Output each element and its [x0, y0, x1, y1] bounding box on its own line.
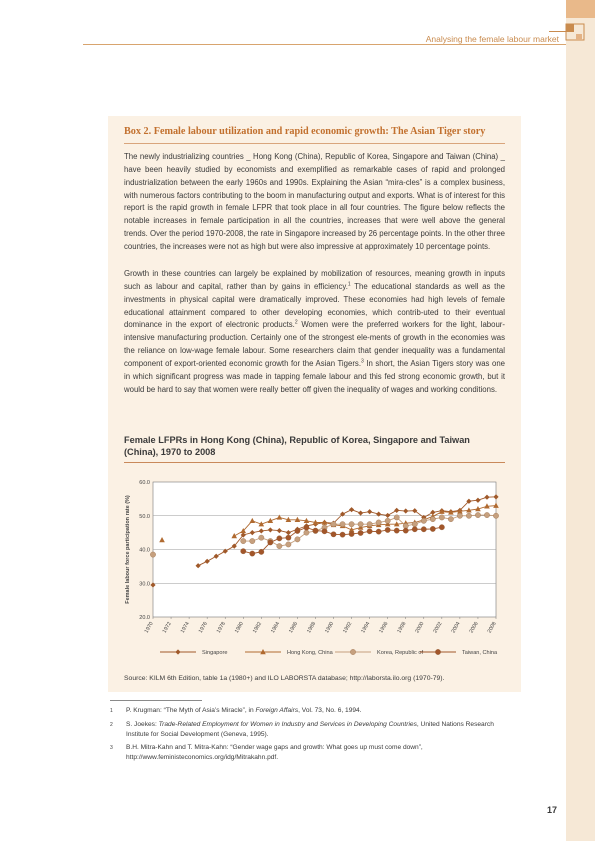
- data-point: [376, 529, 381, 534]
- legend-marker: [350, 649, 355, 654]
- x-tick-label: 1992: [342, 621, 354, 635]
- x-tick-label: 1978: [215, 621, 227, 635]
- y-tick-label: 30.0: [139, 581, 150, 588]
- data-point: [385, 527, 390, 532]
- data-point: [475, 512, 480, 517]
- data-point: [340, 532, 345, 537]
- para2-text-b: The educational standards as well as the investments in physical capital were dramatically improved. These economies had high levels of female educational attainment compared to other developing economies, which contrib-uted to their eventual dominance in the export of electronic products.: [124, 281, 506, 330]
- data-point: [259, 535, 264, 540]
- box-title-rule: [124, 143, 505, 144]
- footnote-ref-1: 1: [347, 281, 351, 288]
- legend-label: Taiwan, China: [462, 650, 498, 656]
- header-rule: [83, 44, 566, 45]
- data-point: [439, 515, 444, 520]
- para2-text-a: Growth in these countries can largely be explained by mobilization of resources, meaning growth in inputs such as labour and capital, rather than by gains in efficiency.: [124, 269, 505, 291]
- data-point: [331, 521, 336, 526]
- x-tick-label: 2006: [468, 621, 480, 635]
- x-tick-label: 1996: [378, 621, 390, 635]
- data-point: [484, 512, 489, 517]
- legend-marker: [435, 649, 440, 654]
- data-point: [241, 538, 246, 543]
- x-tick-label: 2000: [414, 621, 426, 635]
- footnote-text: S. Joekes:: [126, 721, 159, 728]
- data-point: [430, 526, 435, 531]
- data-point: [241, 548, 246, 553]
- running-head: Analysing the female labour market: [425, 34, 559, 44]
- data-point: [358, 521, 363, 526]
- x-tick-label: 1982: [251, 621, 264, 635]
- footnote-text: , Vol. 73, No. 6, 1994.: [298, 707, 362, 714]
- footnote-ref-2: 2: [294, 319, 298, 326]
- data-point: [358, 530, 363, 535]
- footnote-ref-3: 3: [361, 358, 364, 365]
- footnote-italic: Foreign Affairs: [255, 707, 299, 714]
- data-point: [331, 532, 336, 537]
- legend-label: Hong Kong, China: [287, 650, 333, 656]
- data-point: [367, 521, 372, 526]
- footnote-2: [110, 720, 510, 740]
- data-point: [277, 543, 282, 548]
- footnote-italic: Trade-Related Employment for Women in Industry and Services in Developing Countries: [158, 721, 417, 728]
- data-point: [286, 542, 291, 547]
- data-point: [340, 521, 345, 526]
- x-tick-label: 1976: [197, 621, 209, 635]
- y-axis-label: Female labour force participation rate (%): [125, 495, 131, 604]
- page-number: 17: [547, 805, 558, 815]
- para2-text-c: Women were the preferred workers for the light, labour-intensive manufacturing production. Certainly one of the strongest ele-ments of growth in the economies was the reliance on low-wage female labour. Some researchers claim that gender inequality was a fundamental component of export-oriented economic growth for the Asian Tigers.: [124, 320, 505, 368]
- x-tick-label: 1980: [233, 621, 245, 635]
- data-point: [304, 525, 309, 530]
- footnote-text: P. Krugman: “The Myth of Asia’s Miracle”, in: [126, 707, 256, 714]
- data-point: [394, 515, 399, 520]
- footnote-text: B.H. Mitra-Kahn and T. Mitra-Kahn: “Gender wage gaps and growth: What goes up must come down”, http://www.feministeconomics.org/idg/Mitrakahn.pdf.: [126, 744, 423, 761]
- box-title: Box 2. Female labour utilization and rapid economic growth: The Asian Tiger story: [124, 126, 486, 137]
- footnote-text: , United Nations Research Institute for Social Development (Geneva, 1995).: [126, 721, 494, 738]
- data-point: [376, 520, 381, 525]
- y-tick-label: 40.0: [139, 547, 150, 554]
- legend-label: Singapore: [202, 650, 228, 656]
- data-point: [421, 527, 426, 532]
- x-tick-label: 1988: [306, 621, 318, 635]
- x-tick-label: 1990: [324, 621, 336, 635]
- data-point: [421, 518, 426, 523]
- data-point: [250, 538, 255, 543]
- x-tick-label: 1994: [360, 621, 372, 635]
- data-point: [295, 528, 300, 533]
- data-point: [457, 513, 462, 518]
- y-tick-label: 20.0: [139, 615, 150, 621]
- figure-title-rule: [124, 462, 505, 463]
- side-band-tab: [566, 0, 595, 18]
- side-color-band: [566, 0, 595, 841]
- footnote-1: [110, 706, 510, 716]
- data-point: [268, 540, 273, 545]
- x-tick-label: 1974: [179, 621, 191, 635]
- footnote-3: [110, 743, 510, 763]
- x-tick-label: 2008: [486, 621, 498, 635]
- data-point: [322, 529, 327, 534]
- data-point: [349, 521, 354, 526]
- footnote-number: 1: [110, 708, 113, 714]
- x-tick-label: 2002: [432, 621, 444, 635]
- legend-marker: [175, 649, 180, 654]
- data-point: [448, 516, 453, 521]
- data-point: [150, 552, 155, 557]
- data-point: [412, 521, 417, 526]
- data-point: [394, 528, 399, 533]
- x-tick-label: 1986: [288, 621, 300, 635]
- x-tick-label: 1972: [161, 621, 173, 635]
- data-point: [439, 525, 444, 530]
- para2-text-d: In short, the Asian Tigers story was one in which significant progress was made in tapping female labour and this fed strong economic growth, but it would be hard to say that women were really better off given the inequality of wages and working conditions.: [124, 358, 505, 394]
- data-point: [277, 536, 282, 541]
- data-point: [259, 549, 264, 554]
- y-tick-label: 60.0: [139, 480, 150, 486]
- box-paragraph-1: The newly industrializing countries _ Hong Kong (China), Republic of Korea, Singapore and Taiwan (China) _ have been heavily studied by economists and exemplified as remarkable cases of rapid and prolonged industrialization between the early 1960s and 1990s. Explaining the Asian “mira-cles” is a complex business, with numerous factors contributing to the boom in manufacturing output and exports. What is of interest for this report is the rapid growth in female LFPR that took place in all four countries. The figure below reflects the notable increases in female participation in all the countries, increases that were well above the general trends. Over the period 1970-2008, the rate in Singapore increased by 26 percentage points. In the other three countries, the increases were not as high but were also impressive at approximately 10 percentage points.: [124, 152, 505, 251]
- data-point: [385, 518, 390, 523]
- x-tick-label: 2004: [450, 621, 462, 635]
- data-point: [430, 516, 435, 521]
- data-point: [250, 551, 255, 556]
- box-paragraph-2: [124, 268, 505, 396]
- data-point: [403, 528, 408, 533]
- x-tick-label: 1970: [143, 621, 155, 635]
- x-tick-label: 1984: [270, 621, 282, 635]
- footnote-number: 3: [110, 745, 113, 751]
- data-point: [313, 528, 318, 533]
- data-point: [286, 535, 291, 540]
- figure-source: Source: KILM 6th Edition, table 1a (1980+) and ILO LABORSTA database; http://laborsta.ilo.org (1970-79).: [124, 675, 445, 682]
- data-point: [412, 527, 417, 532]
- figure-title: Female LFPRs in Hong Kong (China), Republic of Korea, Singapore and Taiwan (China), 1970 to 2008: [124, 435, 470, 457]
- data-point: [295, 537, 300, 542]
- legend-label: Korea, Republic of: [377, 650, 424, 656]
- data-point: [466, 513, 471, 518]
- data-point: [349, 531, 354, 536]
- lfpr-line-chart: [120, 470, 510, 670]
- data-point: [304, 530, 309, 535]
- footnote-rule: [110, 700, 202, 701]
- data-point: [493, 513, 498, 518]
- data-point: [367, 529, 372, 534]
- y-tick-label: 50.0: [139, 513, 150, 520]
- footnote-number: 2: [110, 722, 113, 728]
- x-tick-label: 1998: [396, 621, 408, 635]
